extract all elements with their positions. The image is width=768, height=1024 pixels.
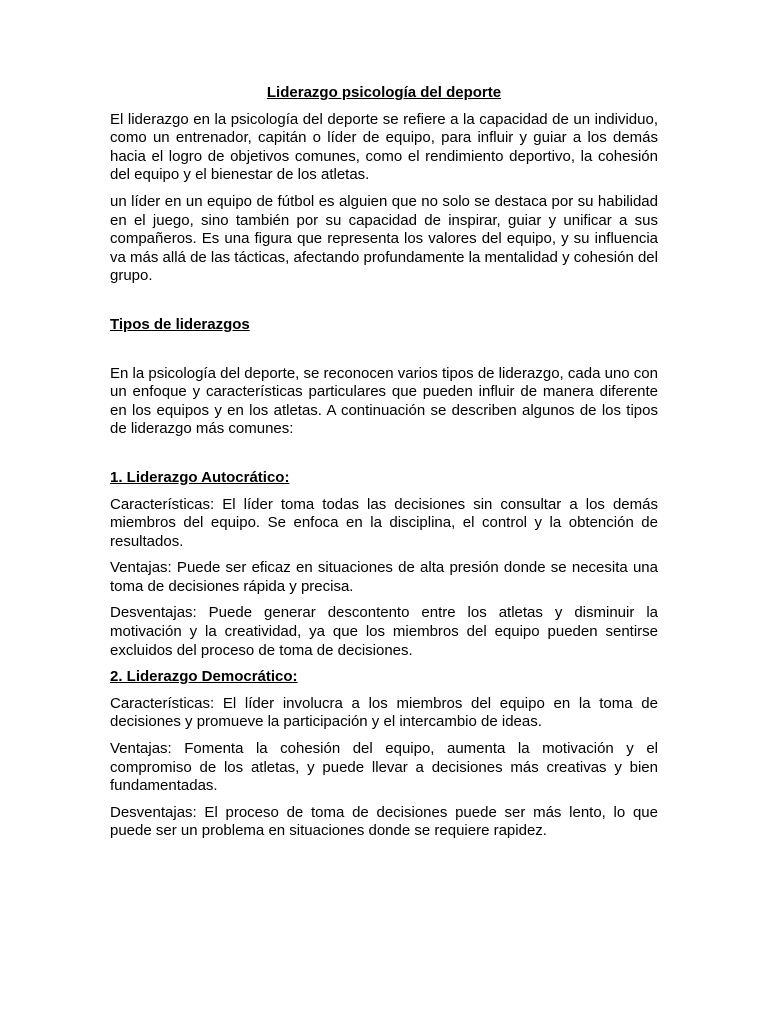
autocratic-caracteristicas: Características: El líder toma todas las decisiones sin consultar a los demás miembros del equipo. Se enfoca en la disciplina, el control y la obtención de resultados. <box>110 495 658 550</box>
democratic-desventajas: Desventajas: El proceso de toma de decisiones puede ser más lento, lo que puede ser un problema en situaciones donde se requiere rapidez. <box>110 803 658 840</box>
intro-paragraph-1: El liderazgo en la psicología del deporte se refiere a la capacidad de un individuo, como un entrenador, capitán o líder de equipo, para influir y guiar a los demás hacia el logro de objetivos comunes, como el rendimiento deportivo, la cohesión del equipo y el bienestar de los atletas. <box>110 110 658 184</box>
autocratic-ventajas: Ventajas: Puede ser eficaz en situaciones de alta presión donde se necesita una toma de decisiones rápida y precisa. <box>110 559 658 595</box>
types-heading: Tipos de liderazgos <box>110 315 250 333</box>
autocratic-desventajas: Desventajas: Puede generar descontento entre los atletas y disminuir la motivación y la creatividad, ya que los miembros del equipo pueden sentirse excluidos del proceso de toma de decisiones. <box>110 604 658 659</box>
document-body <box>110 84 658 849</box>
document-title: Liderazgo psicología del deporte <box>266 84 502 101</box>
types-intro-paragraph: En la psicología del deporte, se reconocen varios tipos de liderazgo, cada uno con un enfoque y características particulares que pueden influir de manera diferente en los equipos y en los atletas. A continuación se describen algunos de los tipos de liderazgo más comunes: <box>110 364 658 438</box>
section-heading-autocratic: 1. Liderazgo Autocrático: <box>110 468 290 486</box>
intro-paragraph-2: un líder en un equipo de fútbol es alguien que no solo se destaca por su habilidad en el juego, sino también por su capacidad de inspirar, guiar y unificar a sus compañeros. Es una figura que representa los valores del equipo, y su influencia va más allá de las tácticas, afectando profundamente la mentalidad y cohesión del grupo. <box>110 192 658 285</box>
democratic-caracteristicas: Características: El líder involucra a los miembros del equipo en la toma de decisiones y promueve la participación y el intercambio de ideas. <box>110 694 658 731</box>
section-heading-democratic: 2. Liderazgo Democrático: <box>110 668 298 686</box>
democratic-ventajas: Ventajas: Fomenta la cohesión del equipo, aumenta la motivación y el compromiso de los atletas, y puede llevar a decisiones más creativas y bien fundamentadas. <box>110 740 658 795</box>
